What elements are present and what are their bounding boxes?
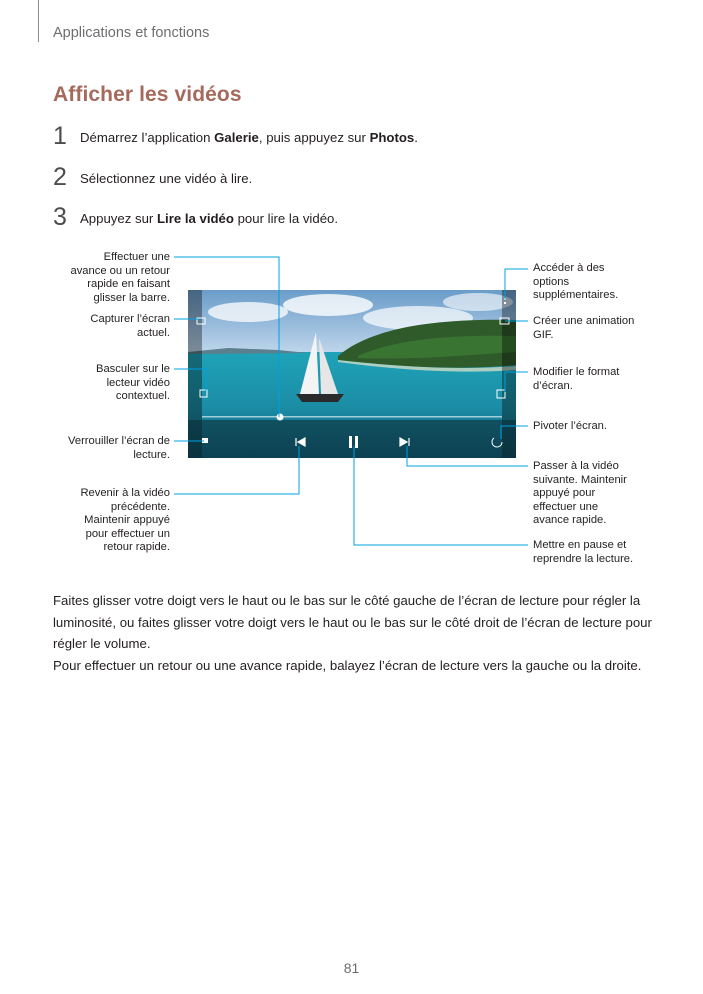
callout-next: Passer à la vidéo suivante. Maintenir appuyé pour effectuer une avance rapide. [533, 460, 627, 527]
paragraph-seek: Pour effectuer un retour ou une avance rapide, balayez l’écran de lecture vers la gauche ou la droite. [53, 658, 642, 673]
paragraph-brightness-volume: Faites glisser votre doigt vers le haut ou le bas sur le côté gauche de l’écran de lecture pour régler la luminosité, ou faites glisser votre doigt vers le haut ou le bas sur le côté droit de l’écran de lecture pour régler le volume. [53, 593, 652, 651]
step-text: Démarrez l’application Galerie, puis appuyez sur Photos. [80, 130, 418, 145]
section-title: Afficher les vidéos [53, 83, 242, 106]
callout-pause: Mettre en pause et reprendre la lecture. [533, 539, 634, 565]
callout-capture: Capturer l’écran actuel. [90, 313, 170, 339]
callout-popup-player: Basculer sur le lecteur vidéo contextuel. [96, 363, 170, 403]
callout-gif: Créer une animation GIF. [533, 315, 635, 341]
callout-previous: Revenir à la vidéo précédente. Maintenir appuyé pour effectuer un retour rapide. [80, 487, 170, 554]
step-number: 3 [53, 203, 67, 231]
callout-seek: Effectuer une avance ou un retour rapide en faisant glisser la barre. [70, 251, 170, 304]
callout-lock: Verrouiller l’écran de lecture. [68, 435, 170, 461]
step-text: Appuyez sur Lire la vidéo pour lire la vidéo. [80, 211, 339, 226]
callout-rotate: Pivoter l’écran. [533, 420, 607, 432]
step-number: 2 [53, 163, 67, 191]
step-number: 1 [53, 122, 67, 150]
running-head: Applications et fonctions [53, 25, 210, 41]
callout-more-options: Accéder à des options supplémentaires. [533, 262, 619, 302]
page-number: 81 [343, 960, 360, 976]
step-text: Sélectionnez une vidéo à lire. [80, 171, 253, 186]
callout-aspect-ratio: Modifier le format d’écran. [533, 366, 620, 392]
